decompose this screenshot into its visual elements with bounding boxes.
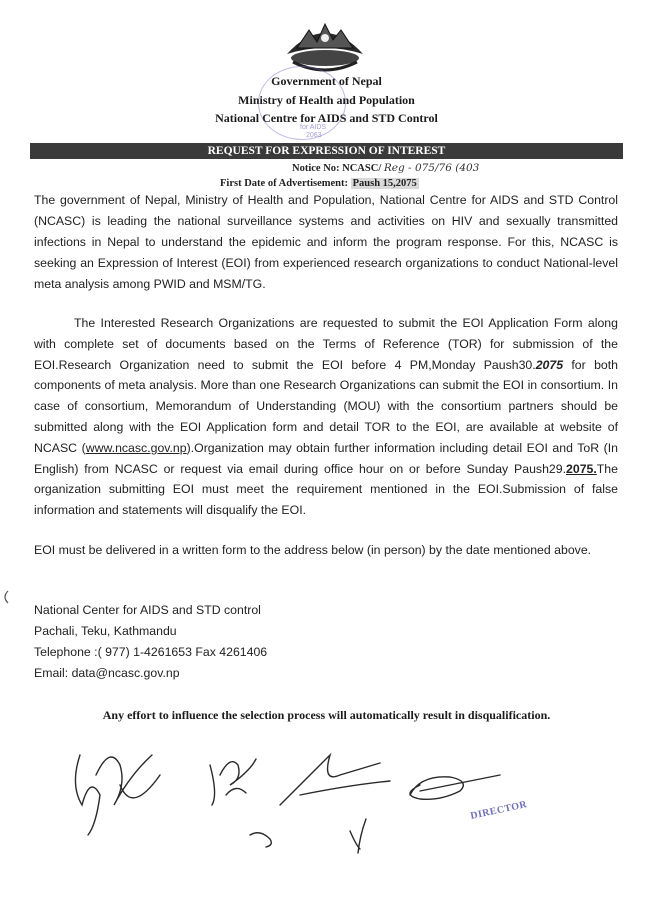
p2-part-d: The organization submitting EOI must meet the requirement mentioned in the EOI.Submission of false information and statements will disqualify the EOI. (34, 461, 618, 518)
p2-part-c: ).Organization may obtain further information including detail EOI and ToR (In English) from NCASC or request via email during office hour on or before Sunday Paush29. (34, 440, 618, 476)
address-street: Pachali, Teku, Kathmandu (34, 624, 177, 638)
notice-handwritten: Reg - 075/76 (403 (383, 162, 480, 174)
p2-year-1: 2075 (535, 357, 564, 372)
ministry-heading: Ministry of Health and Population (238, 93, 415, 107)
first-date-label: First Date of Advertisement: (220, 178, 348, 189)
notice-number (292, 162, 479, 174)
paragraph-delivery: EOI must be delivered in a written form to the address below (in person) by the date mentioned above. (34, 543, 592, 557)
nepal-emblem-icon (279, 16, 371, 74)
p2-part-a: The Interested Research Organizations are requested to submit the EOI Application Form along with complete set of documents based on the Terms of Reference (TOR) for submission of the EOI.Research Organization need to submit the EOI before 4 PM,Monday Paush30. (34, 316, 618, 372)
p2-year-2: 2075. (566, 461, 597, 476)
government-heading: Government of Nepal (271, 74, 382, 88)
paragraph-submission (34, 313, 618, 521)
address-email[interactable]: Email: data@ncasc.gov.np (34, 666, 180, 680)
stamp-text-bottom: 2063 (306, 132, 322, 139)
signatures-icon (60, 735, 580, 855)
p2-part-b: for both components of meta analysis. More than one Research Organizations can submit the EOI in consortium. In case of consortium, Memorandum of Understanding (MOU) with the consortium partners should be submitted along with the EOI Application form and detail TOR to the EOI, are available at website of NCASC ( (34, 357, 618, 455)
first-date-value: Paush 15,2075 (352, 178, 417, 189)
ncasc-website-link[interactable]: www.ncasc.gov.np (85, 440, 187, 455)
disqualification-warning: Any effort to influence the selection process will automatically result in disqualification. (102, 708, 551, 722)
address-name: National Center for AIDS and STD control (34, 603, 261, 617)
address-telephone: Telephone :( 977) 1-4261653 Fax 4261406 (34, 645, 268, 659)
margin-mark-icon (0, 590, 10, 604)
first-date (220, 178, 419, 189)
paragraph-intro: The government of Nepal, Ministry of Health and Population, National Centre for AIDS and STD Control (NCASC) is leading the national surveillance systems and activities on HIV and sexually transmitted infections in Nepal to understand the epidemic and inform the program response. For this, NCASC is seeking an Expression of Interest (EOI) from experienced research organizations to conduct National-level meta analysis among PWID and MSM/TG. (34, 193, 618, 291)
stamp-text-top: for AIDS (300, 124, 327, 131)
director-stamp: DIRECTOR (469, 799, 529, 822)
centre-heading: National Centre for AIDS and STD Control (215, 111, 438, 125)
notice-label: Notice No: NCASC/ (292, 163, 382, 174)
page-title: REQUEST FOR EXPRESSION OF INTEREST (30, 143, 623, 159)
